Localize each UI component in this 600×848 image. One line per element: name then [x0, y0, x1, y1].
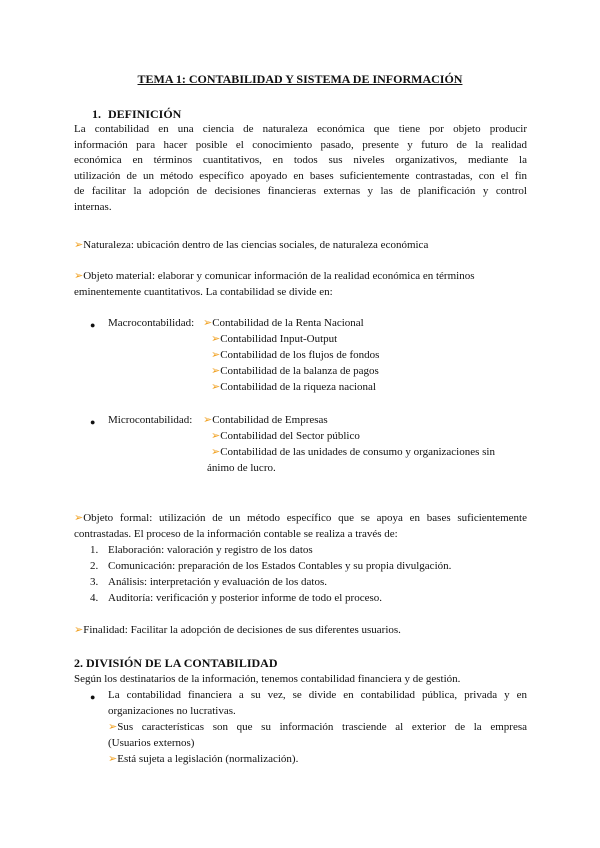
bullet-icon: ●: [90, 692, 96, 702]
definition-line: internas.: [74, 200, 112, 213]
caracteristicas-text: Sus características son que su información trasciende al exterior de la empresa: [117, 721, 527, 733]
caracteristicas-line: [108, 720, 527, 736]
micro-item-text: Contabilidad de las unidades de consumo y organizaciones sin: [220, 446, 495, 458]
financiera-line: La contabilidad financiera a su vez, se divide en contabilidad pública, privada y en: [108, 689, 527, 701]
section-1-heading: DEFINICIÓN: [108, 107, 182, 121]
macro-item-text: Contabilidad Input-Output: [220, 333, 338, 345]
macro-item-text: Contabilidad de la balanza de pagos: [220, 365, 379, 377]
micro-item: [211, 445, 495, 461]
financiera-paragraph: [108, 688, 527, 719]
objeto-formal-line: [74, 511, 527, 527]
definition-line: La contabilidad en una ciencia de naturaleza económica que tiene por objeto producir: [74, 123, 527, 135]
definition-line: económica en términos cuantitativos, en todos sus niveles organizativos, mediante la: [74, 154, 527, 167]
macro-label: Macrocontabilidad:: [108, 317, 195, 329]
arrow-bullet-icon: ➢: [108, 721, 118, 733]
micro-item-continuation: ánimo de lucro.: [207, 462, 276, 474]
arrow-bullet-icon: ➢: [108, 753, 118, 765]
macro-item-text: Contabilidad de la riqueza nacional: [220, 381, 376, 393]
macro-item-text: Contabilidad de los flujos de fondos: [220, 349, 380, 361]
micro-item-text: Contabilidad de Empresas: [212, 414, 328, 426]
arrow-bullet-icon: ➢: [203, 317, 213, 329]
objeto-material-line-2: eminentemente cuantitativos. La contabilidad se divide en:: [74, 286, 333, 298]
macro-item: [211, 380, 376, 396]
macro-item: [211, 348, 379, 364]
caracteristicas-line: (Usuarios externos): [108, 736, 195, 749]
process-step-number: 4.: [90, 592, 99, 604]
macro-item: [211, 364, 379, 380]
section-2-intro: Según los destinatarios de la información, tenemos contabilidad financiera y de gestión.: [74, 673, 461, 685]
legislacion-line: [108, 752, 298, 768]
arrow-bullet-icon: ➢: [211, 381, 221, 393]
section-2-heading: 2. DIVISIÓN DE LA CONTABILIDAD: [74, 656, 278, 670]
arrow-bullet-icon: ➢: [211, 349, 221, 361]
arrow-bullet-icon: ➢: [74, 270, 84, 282]
arrow-bullet-icon: ➢: [211, 333, 221, 345]
process-step-number: 3.: [90, 576, 99, 588]
objeto-formal-paragraph: [74, 511, 527, 542]
process-step-text: Elaboración: valoración y registro de los datos: [108, 544, 313, 556]
objeto-material-text: Objeto material: elaborar y comunicar información de la realidad económica en términos: [83, 270, 475, 282]
micro-label: Microcontabilidad:: [108, 414, 193, 426]
objeto-formal-text: Objeto formal: utilización de un método específico que se apoya en bases suficientemente: [83, 512, 527, 524]
naturaleza-line: [74, 238, 428, 254]
finalidad-text: Finalidad: Facilitar la adopción de decisiones de sus diferentes usuarios.: [83, 624, 401, 636]
legislacion-text: Está sujeta a legislación (normalización).: [117, 753, 299, 765]
process-step-number: 2.: [90, 560, 99, 572]
definition-line: de facilitar la adopción de decisiones financieras externas y las de planificación y control: [74, 185, 527, 198]
arrow-bullet-icon: ➢: [203, 414, 213, 426]
macro-item: [203, 316, 364, 332]
bullet-icon: ●: [90, 320, 96, 330]
naturaleza-text: Naturaleza: ubicación dentro de las ciencias sociales, de naturaleza económica: [83, 239, 429, 251]
financiera-line: organizaciones no lucrativas.: [108, 704, 236, 717]
caracteristicas-paragraph: [108, 720, 527, 751]
micro-item-text: Contabilidad del Sector público: [220, 430, 360, 442]
arrow-bullet-icon: ➢: [74, 239, 84, 251]
arrow-bullet-icon: ➢: [211, 430, 221, 442]
finalidad-line: [74, 623, 401, 639]
micro-item: [203, 413, 328, 429]
process-step-text: Análisis: interpretación y evaluación de los datos.: [108, 576, 328, 588]
definition-line: información para hacer posible el conocimiento pasado, presente y futuro de la realidad: [74, 138, 527, 151]
document-title: TEMA 1: CONTABILIDAD Y SISTEMA DE INFORMACIÓN: [137, 72, 463, 86]
macro-item: [211, 332, 337, 348]
process-step-text: Auditoría: verificación y posterior informe de todo el proceso.: [108, 592, 382, 604]
definition-paragraph: [74, 122, 527, 216]
arrow-bullet-icon: ➢: [74, 512, 84, 524]
macro-item-text: Contabilidad de la Renta Nacional: [212, 317, 364, 329]
bullet-icon: ●: [90, 417, 96, 427]
objeto-material-line-1: [74, 269, 474, 285]
process-step-text: Comunicación: preparación de los Estados Contables y su propia divulgación.: [108, 560, 452, 572]
arrow-bullet-icon: ➢: [211, 365, 221, 377]
definition-line: utilización de un método específico apoyado en bases suficientemente contrastadas, con el fin: [74, 169, 527, 182]
section-1-number: 1.: [92, 107, 101, 121]
micro-item: [211, 429, 360, 445]
arrow-bullet-icon: ➢: [74, 624, 84, 636]
objeto-formal-line: contrastadas. El proceso de la información contable se realiza a través de:: [74, 527, 398, 540]
process-step-number: 1.: [90, 544, 99, 556]
arrow-bullet-icon: ➢: [211, 446, 221, 458]
